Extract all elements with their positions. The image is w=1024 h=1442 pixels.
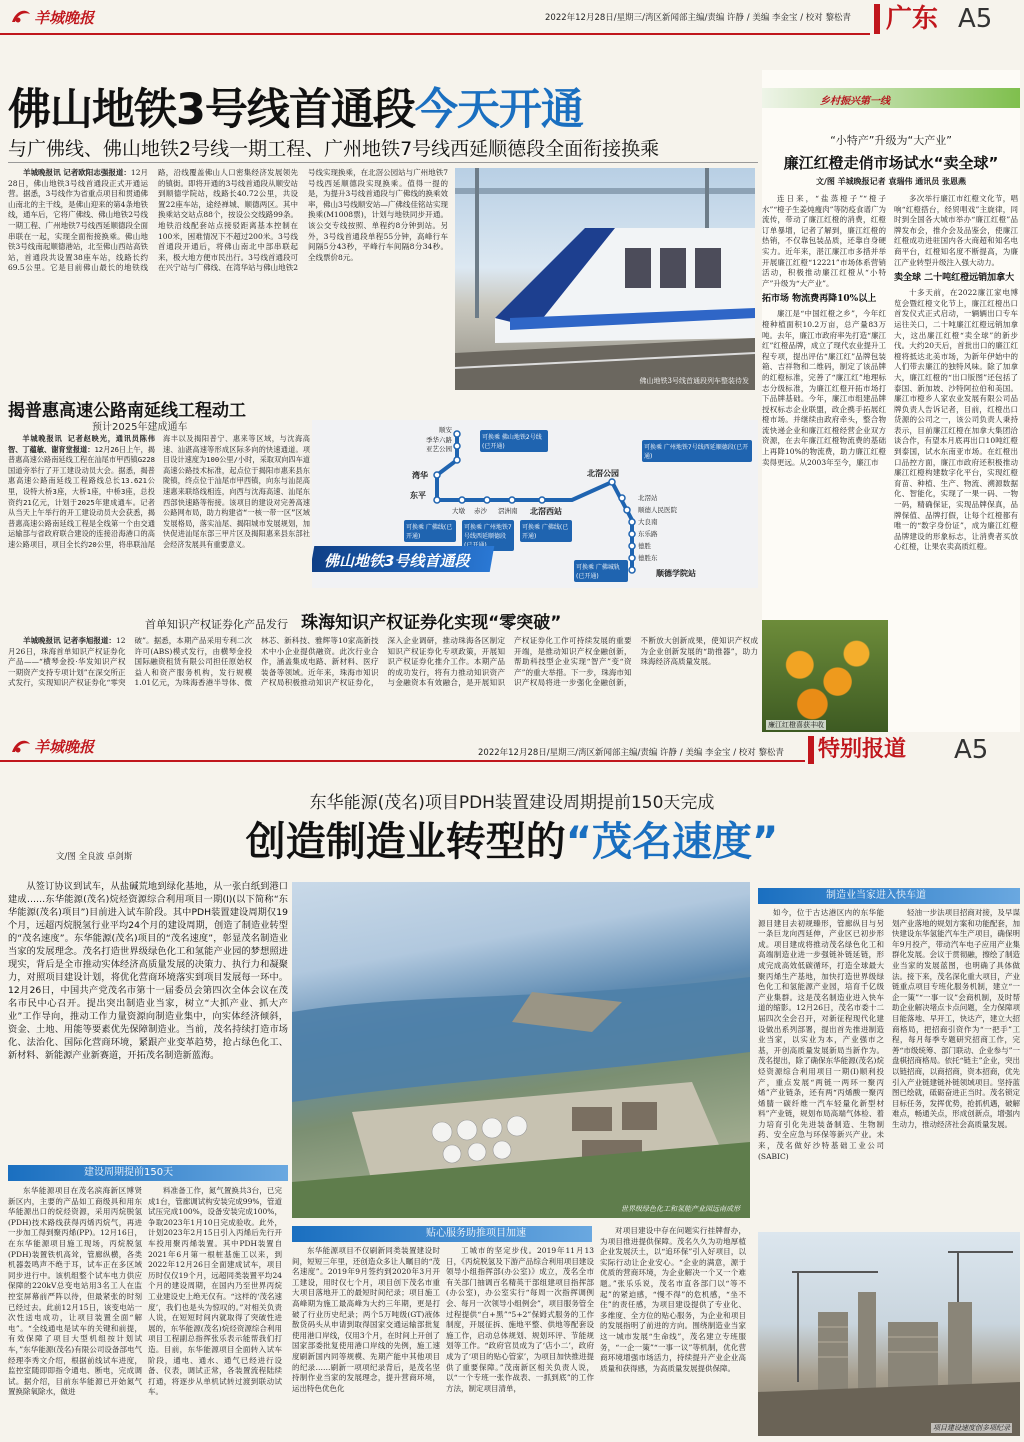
metro-map — [312, 420, 758, 588]
orange-photo — [762, 620, 888, 732]
feature-col-2 — [148, 1186, 282, 1436]
feature-construction-photo — [758, 1232, 1020, 1436]
dateline: 2022年12月28日/星期三/湾区新闻部主编/责编 许静 / 美编 李金宝 / 校对 黎松青 — [478, 748, 784, 758]
station-label: 赤沙 — [474, 507, 487, 515]
orange-para: 廉江是“中国红橙之乡”，今年红橙种植面积10.2万亩，总产量83万吨。去年，廉江市政府率先打造“廉江红”红橙品牌，成立了现代农业提升工程专项，提出评估“廉江红”品牌包装箱、吉祥物和二维码，制定了该品牌的红橙标准，完善了“廉江红”地理标志分级标准，为廉江红橙开拓市场打下品牌基础。今年，廉江市组建品牌授权标志企业联盟，政企携手拓展红橙市场。并继续由政府牵头，整合物流快递企业和廉江红橙经营企业双方资源，在去年廉江红橙物流费的基础上再降10%的物流费，助力廉江红橙卖得更远。从2003年至今，廉江市 — [762, 309, 886, 467]
section-marker — [874, 4, 880, 34]
transfer-box: 可换乘 广州地铁7号线西延顺德段 — [462, 520, 514, 551]
station-label: 德胜 — [638, 542, 651, 550]
orange-headline: 廉江红橙走俏市场试水“卖全球” — [783, 154, 999, 172]
zhuhai-byline: 羊城晚报讯 记者李旭报道： — [23, 636, 116, 645]
station-list-south — [638, 492, 677, 564]
metro-headline-main: 佛山地铁3号线首通段 — [8, 85, 415, 135]
feature-photo2-caption: 项目建设速度创多项纪录 — [933, 1424, 1010, 1432]
orange-sidebar — [762, 70, 1020, 732]
orange-tag-bar — [762, 88, 1020, 108]
transfer-box: 可换乘 广州地铁7号线西延顺德段(已开通) — [642, 440, 752, 462]
orange-subhead-2: 卖全球 二十吨红橙远销加拿大 — [894, 273, 1015, 284]
orange-subhead-1: 拓市场 物流费再降10%以上 — [762, 294, 877, 305]
station-label: 北滘西站 — [530, 507, 562, 516]
orange-col-left — [762, 194, 886, 632]
metro-headline — [8, 76, 758, 135]
road-text: 12月26日上午，揭普惠高速公路南延线工程在汕尾市甲西镇G228国道旁举行了开工建设动员大会。据悉，揭普惠高速公路南延线工程路线总长13.621公里，设特大桥3座，大桥1座，中桥3座，总投资约21亿元，计划于2025年建成通车。记者从当天上午举行的开工建设动员大会获悉，揭普惠高速公路南延线工程是全线第一个由交通运输部与省政府联合建设的连接沿海港口的高速公路项目，项目全长约20公里，将串联汕尾海丰以及揭阳普宁、惠来等区域，与沈海高速、汕湛高速等形成区际多向的快速通道。项目设计速度为100公里/小时，采取双向四车道高速公路技术标准，起点位于揭阳市惠来县东陇镇，终点位于汕尾市甲西镇，向东与汕昆高速惠来联络线相连，向西与沈海高速、汕尾东西部快速路等衔接。该项目的建设对完善高速公路网布局，助力构建省“一核一带一区”区域发展格局，落实汕尾、揭阳城市发展规划，加快促进汕尾东部三甲片区及揭阳惠来县东部社会经济发展具有重要意义。 — [8, 434, 310, 549]
zhuhai-body — [8, 636, 758, 732]
station-label: 北滘站 — [638, 494, 658, 502]
section-name: 特别报道 — [818, 737, 907, 762]
metro-headline-highlight: 今天开通 — [414, 85, 583, 135]
station-label: 顺安 — [439, 426, 452, 434]
station-label: 大墩 — [452, 507, 465, 515]
feature-col-text: 东华能源项目不仅刷新同类装置建设时间，短短三年里，还创造众多让人瞩目的“茂名速度”。2019年9月签约到2020年3月开工建设，用时仅七个月，项目创下茂名市重大项目落地开工的最短时间纪录；项目施工高峰期为施工最高峰为大约三年期，更是打破了行业历史纪录；两个5万吨级(GT)液体散货码头从申请到取得国家交通运输部批复使用港口岸线，仅用3个月，在时间上开创了国家部委批复使用港口岸线的先例，施工速度刷新国内同等规模、先期产能中其他项目的纪录……刷新一项项纪录背后，是茂名坚持制作业当家的发展理念，提升营商环境，运出特色优色化 — [292, 1246, 440, 1393]
metro-text: 12月28日，佛山地铁3号线首通段正式开通运营。据悉，3号线作为省重点项目和贯通佛山南北的主干线，是佛山迎来的第4条地铁线，通车后，它将广佛线、佛山地铁2号线一期工程、广州地铁7号线西延顺德段全面串联在一起，实现全面衔接换乘。佛山地铁3号线南起顺德港站，北至佛山西站高铁站，首通段共设置38座车站，线路长约69.5公里。它是目前佛山最长的地铁线路，沿线覆盖佛山人口密集经济发展领先的镇街。即将开通的3号线首通段从顺安站到顺德学院站，线路长40.72公里，共设置22座车站，途经禅城、顺德两区。其中换乘站交站点88个，按设公交线路99条。地铁沿线配套站点接驳距离基本控制在100米，困难情况下不超过200米。3号线首通段开通后，将佛山南北中部串联起来，极大地方便市民出行。3号线首通段可在兴宁站与广佛线、在湾华站与佛山地铁2号线实现换乘，在北滘公园站与广州地铁7号线西延顺德段实现换乘。值得一提的是，为提升3号线首通段与广佛线的换乘效率，佛山3号线顺安站—广佛线佳铭站实现换乘(M1008票)，计划与地铁同步开通。该公交专线按照、单程约8分钟到站。另外，3号线首通段单程55分钟，高峰行车间隔5分43秒，平峰行车间隔8分34秒。全线票价8元。 — [8, 168, 448, 273]
station-label: 大良南 — [638, 518, 658, 526]
feature-col-1 — [8, 1186, 142, 1436]
header-rule — [0, 33, 870, 35]
station-label: 顺德人民医院 — [638, 506, 677, 514]
feature-col-3 — [292, 1246, 440, 1436]
station-label: 亚艺公园 — [426, 445, 452, 453]
orange-col-right — [894, 194, 1018, 732]
feature-col-text: 轻油一步法项目招商对接，及早谋划产业落地的规划方案和功能配套，加快建设东华氢能汽车生产项目，确保明年9月投产，带动汽车电子应用产业集群化发展。会议于贯彻融，擦绘了制造业当家的发展蓝图，也明确了具体做法。接下来，茂名深化重大项目，产业链重点项目专班化服务机制，建立“一企一策”“一事一议”会商机制，及时帮助企业解决堵点卡点问题，全力保障项目能落地、早开工，快达产，建立大招商格局，把招商引资作为“一把手”工程，每月每季专题研究招商工作，完善“市级统筹、部门联动、企业参与”一盘棋招商格局。依托“链主”企业，突出以链招商，以商招商，资本招商，优先引入产业链建链补链领域项目。坚持蓝图已绘就，砥砺奋进正当时。茂名锁定目标任务，发挥优势，抢抓机遇，破解难点，畅通关点，形成创新点，增强内生动力，推动经济社会高质量发展。 — [892, 908, 1020, 1129]
transfer-box: 可换乘 佛山地铁2号线(已开通) — [480, 430, 548, 452]
map-title: 佛山地铁3号线首通段 — [324, 552, 470, 570]
transfer-box: 可换乘 广佛线(已开通) — [520, 520, 572, 542]
feature-byline: 文/图 全良波 卓剑斯 — [56, 852, 133, 862]
station-label: 季华六路 — [426, 435, 452, 444]
transfer-box: 可换乘 广佛线(已开通) — [404, 520, 456, 542]
feature-aerial-photo — [292, 882, 750, 1218]
station-label: 德胜东 — [638, 554, 658, 562]
feature-col-4 — [446, 1246, 594, 1436]
metro-photo — [455, 168, 755, 390]
feature-lead — [8, 880, 288, 1162]
station-label: 顺德学院站 — [656, 569, 696, 578]
metro-subhead: 与广佛线、佛山地铁2号线一期工程、广州地铁7号线西延顺德段全面衔接换乘 — [8, 138, 660, 160]
feature-col-text: 如今，位于古达港区内的东华能源目建目去初规臻形，管廊纵目与另一条巨龙向西延伸，产业区已初步形成。项目建成将推动茂名绿色化工和高端制造业进一步强链补链延链，形成完成高效低碳循环，打造全球最大聚丙烯生产基地，加快打造世界级绿色化工和氢能源产业园，培育千亿级产业集群。这是茂名制造业进入快车道的缩影。12月26日，茂名市委十二届四次全会召开，对新征程现代化建设做出系列部署，提出首先推进制造业当家，以实业为本，产业强市之基，开创高质量发展新局当新作为。茂名提出，除了确保东华能源(茂名)烷烃资源综合利用项目一期(I)顺利投产，重点发展“两链一两环一聚丙烯”产业链条，还有两“丙烯酸一聚丙烯腈一碳纤维一汽车轻量化新型材料”产业链，规划布局高端气体检、着力培育引化先进装备制造、生物制药、安全应急与环保等新兴产业。未来，茂名做好沙特基础工业公司(SABIC) — [758, 908, 884, 1161]
newspaper-logo — [10, 6, 94, 28]
page-header — [0, 0, 1024, 66]
feature-headline — [0, 810, 1024, 867]
feature-kicker: 东华能源(茂名)项目PDH装置建设周期提前150天完成 — [309, 793, 715, 813]
section-band-label: 建设周期提前150天 — [84, 1167, 174, 1178]
logo-emblem-icon — [10, 8, 32, 26]
dateline: 2022年12月28日/星期三/湾区新闻部主编/责编 许静 / 美编 李金宝 / 校对 黎松青 — [545, 13, 851, 23]
station-label: 东乐路 — [638, 530, 658, 538]
logo-emblem-icon — [10, 738, 32, 756]
station-label: 北滘公园 — [587, 469, 619, 478]
transfer-box: 可换乘 广佛城轨(已开通) — [574, 560, 628, 582]
feature-headline-highlight: “茂名速度” — [565, 819, 779, 865]
section-band-1 — [8, 1165, 288, 1181]
feature-col-7 — [892, 908, 1020, 1228]
header-rule — [0, 760, 805, 762]
section-band-3 — [758, 888, 1020, 904]
section-name: 广东 — [886, 4, 939, 34]
feature-col-text: 对项目建设中存在问题实行挂牌督办，为项目推进提供保障。茂名久久为功地厚植企业发展沃土，以“追环保”引入好项目，以实际行动让企业安心。“企业的满意，源于优质的营商环境，为企业解决一个又一个难题。”张乐乐说，茂名市直各部门以“等不起”的紧迫感，“慢不得”的危机感，“坐不住”的责任感，为项目建设提供了专业化、多维度、全方位的贴心服务，为企业和项目的发展指明了前进的方向。围绕制造业当家这一城市发展“生命线”，茂名建立专班服务，“一企一策”“一事一议”等机制，优化营商环境增强市场活力，持续提升产业企业高质量和获得感，为高质量发展提供保障。 — [600, 1226, 746, 1373]
feature-photo-caption: 世界级绿色化工和氢能产业园远南成形 — [621, 1205, 740, 1213]
orange-tag: 乡村振兴第一线 — [820, 96, 890, 107]
zhuhai-headline: 珠海知识产权证券化实现“零突破” — [301, 613, 562, 633]
station-label: 滘洲南 — [498, 507, 518, 515]
page-number: A5 — [958, 4, 993, 34]
orange-para: 十多天前，在2022廉江家电博览会暨红橙文化节上，廉江红橙出口首发仪式正式启动，一辆辆出口专车运往关口，二十吨廉江红橙远销加拿大，这出廉江红橙“卖全球”的新步伐。大约20天后，首批出口的廉江红橙将抵达北美市场，为新年伊始中的人们带去廉江的独特风味。除了加拿大，廉江红橙的“出口版图”还包括了泰国、新加坡、沙特阿拉伯和美国。廉江市橙乡人家农业发展有限公司品牌负责人告诉记者，目前，红橙出口货源的公司之一，该公司负责人秉持表示，目前廉江红橙在加拿大集团洽谈合作，有望本月底再出口10吨红橙到泰国，试水东南亚市场。在红橙出口品控方面，廉江市政府还积极推动廉江红橙构建数字化平台，实现红橙育苗、种植、生产、物流、溯源数据化、智能化，实现了一果一码、一物一码，精确保证，实现品牌保真，品牌保值、品牌打假，让每个红橙都有唯一的“数字身份证”，成为廉江红橙品牌建设的形象标志，让消费者买放心红橙，让果农卖高质红橙。 — [894, 288, 1018, 552]
road-body — [8, 434, 310, 604]
road-headline: 揭普惠高速公路南延线工程动工 — [8, 401, 246, 421]
section-band-label: 贴心服务助推项目加速 — [426, 1228, 526, 1239]
station-list-north — [394, 426, 452, 455]
section-marker — [808, 736, 814, 764]
section-band-label: 制造业当家进入快车道 — [826, 890, 926, 901]
feature-col-5 — [600, 1226, 746, 1436]
feature-headline-main: 创造制造业转型的 — [245, 819, 566, 865]
logo-text: 羊城晚报 — [34, 8, 95, 27]
feature-col-text: 工城市的坚定步伐。2019年11月13日，《丙烷脱氢及下游产品综合利用项目建设领导小组指挥部(办公室)》成立，茂名全市有关部门抽调百名精英干部组建项目指挥部(办公室)，办公室实行“每周一次指挥调例会、每月一次领导小组例会”，项目服务管全过程提供“白+黑”“5+2”保姆式服务的工作制度，开展征拆、施地平整、供地等配套设施工作，启动总体规划、规划环评、节能规划等工作。“政府官员成为了‘店小二’，政府成为了‘项目的贴心管家’，为项目加快推进提供了重要保障。”茂南新区相关负责人说，以“一个专班一张作战表、一抓到底”的工作方法，制定项目清单， — [446, 1246, 594, 1393]
orange-photo-caption: 廉江红橙喜获丰收 — [768, 721, 824, 729]
zhuhai-text: 12月26日，珠海首单知识产权证券化产品——“横琴金投·华发知识产权一期资产支持专项计划”在深交所正式发行，实现知识产权证券化“零突破”。据悉，本期产品采用专利二次许可(ABS)模式发行，由横琴金投国际融资租赁有限公司担任原始权益人和资产服务机构，发行规模1.01亿元，为珠海香港半导体、微林芯、新科技、雅辉等10家高新技术中小企业提供融资。此次行业合作，涵盖集成电路、新材料、医疗装备等领域。近年来，珠海市知识产权局积极推动知识产权证券化，深入企业调研，推动珠海各区制定知识产权证券化专项政策，开展知识产权证券化推介工作。本期产品的成功发行，将有力推动知识资产与金融资本有效融合，是开展知识产权证券化工作可持续发展的重要开端，是推动知识产权金融创新，帮助科技型企业实现“智产”变“资产”的重大举措。下一步，珠海市知识产权局将进一步强化金融创新，不断放大创新成果，使知识产权成为企业创新发展的“助推器”，助力珠海经济高质量发展。 — [8, 636, 758, 688]
feature-col-text: 料准备工作，氮气置换共3台，已完成1台，管廊调试构安装完成99%，管道试压完成100%，设备安装完成100%，争取2023年1月10日完成验收。此外，计划2023年2月15日引入丙烯后先行开车投用聚丙烯装置。其中PDH装置自2021年6月第一根桩基施工以来，到2022年12月26日全面建成试车，项目历时仅仅19个月，远超同类装置平均24个月的建设周期，在国内乃至世界丙烷工业建设史上绝无仅有。“这样的‘茂名速度’，我们也是头为惊叹的。”对相关负责人说，在短短时间内就取得了突破性进展的，东华能源(茂名)烷烃资源综合利用项目工程副总指挥张乐表示能帮我们打造。目前，东华能源项目全面转入试车阶段，通电、通水、通气已经进行设备、仪表，调试正常，各装置流程陆续打通，将逐步从单机试转过渡到联动试车。 — [148, 1186, 282, 1397]
orange-para: 连日来，“盐蒸橙子”“橙子水”“橙子生姜炖瘦肉”等防疫食谱广为流传，带动了廉江红橙的消费，红橙订单暴增，记者了解到，廉江红橙的热销，不仅靠包装品质，还靠自身硬实力。近年来，湛江廉江市多措并举开展廉江红橙“12221”市场体系营销活动，积极推动廉江红橙从“小特产”升级为“大产业”。 — [762, 194, 886, 288]
station-label: 东平 — [410, 491, 426, 500]
feature-col-text: 东华能源项目在茂名滨海新区博贤新区内，主要的产品如工商级具和用东华能源出口的烷烃资源，采用丙烷脱氢(PDH)技术路线获得丙烯丙烷气，再进一步加工得到聚丙烯(PP)。12月16日，在东华能源项目施工现场，丙烷脱氢(PDH)装置铁机高耸，管廊纵横，各类机器轰鸣声不绝于耳，试车正在多区域同步进行中。该机组整个试车电力供应保障的220kV总变电站用3名工人在监控室屏幕前严阵以待，但最紧张的时刻已经过去。此前12月15日，该变电站一次性送电成功，让项目装置全面“解电”。“全线通电是试车的关键和前提，有效保障了项目大型机组按计划试车，”东华能源(茂名)有限公司设备部电气经理李秀文介绍，根据前线试车进度，监控室随即即指令通电、断电，完成调试。据介绍，目前东华能源已开始氮气置换除氧除水，做进 — [8, 1186, 142, 1397]
page-number: A5 — [954, 735, 989, 765]
orange-byline: 文/图 羊城晚报记者 袁瑞伟 通讯员 张恩燕 — [815, 177, 967, 186]
section-band-2 — [292, 1226, 592, 1242]
metro-byline: 羊城晚报讯 记者欧阳志强报道： — [23, 168, 131, 177]
road-byline: 羊城晚报讯 记者赵映光，通讯员陈伟智、丁蕴敏、谢育堂报道： — [8, 434, 155, 454]
orange-kicker: “小特产”升级为“大产业” — [830, 134, 952, 147]
zhuhai-kicker: 首单知识产权证券化产品发行 — [145, 618, 288, 631]
metro-photo-caption: 佛山地铁3号线首通段列车整装待发 — [639, 377, 749, 385]
road-deck: 预计2025年建成通车 — [92, 422, 188, 433]
feature-lead-text: 从签订协议到试车，从盐碱荒地到绿化基地，从一张白纸到港口建成……东华能源(茂名)烷烃资源综合利用项目一期(I)(以下简称“东华能源(茂名)项目”)目前进入试车阶段。其中PDH装置建设周期仅19个月，远超丙烷脱氢行业平均24个月的建设周期，创造了制造业转型的“茂名速度”。东华能源(茂名)项目的“茂名速度”，彰显茂名制造业当家的发展理念。茂名打造世界级绿色化工和氢能产业园的梦想照进现实，背后是全市推动实体经济高质量发展的决策力、执行力和凝聚力，对照项目建设计划，将优化营商环境落实到项目发展每一环中。12月26日，中国共产党茂名市第十一届委员会第四次全体会议在茂名市民中心召开。提出突出制造业当家，树立“大抓产业、抓大产业”工作导向，推动工作力量资源向制造业集中，向实体经济倾斜，资金、土地、用能等要素优先保障制造业。当前，茂名持续打造市场化、法治化、国际化营商环境，紧跟产业变革趋势，抢占绿色化工、新材料、新能源产业新赛道，开拓茂名制造新蓝海。 — [8, 881, 288, 1061]
orange-para: 多次举行廉江市红橙文化节，唱响“红橙搭台，经贸唱戏”主旋律，同时到全国各大城市举办“廉江红橙”品牌发布会，推介会及品鉴会，使廉江红橙成功进驻国内各大商超和知名电商平台，红橙知名度不断提高，为廉江产业转型升级注入强大动力。 — [894, 194, 1018, 267]
feature-col-6 — [758, 908, 884, 1228]
divider — [8, 162, 758, 163]
station-label: 湾华 — [412, 471, 428, 480]
logo-text: 羊城晚报 — [34, 738, 95, 756]
newspaper-logo — [10, 736, 94, 757]
zhuhai-headline-row — [145, 608, 765, 633]
page-header-2 — [0, 734, 1024, 766]
metro-body — [8, 168, 448, 388]
